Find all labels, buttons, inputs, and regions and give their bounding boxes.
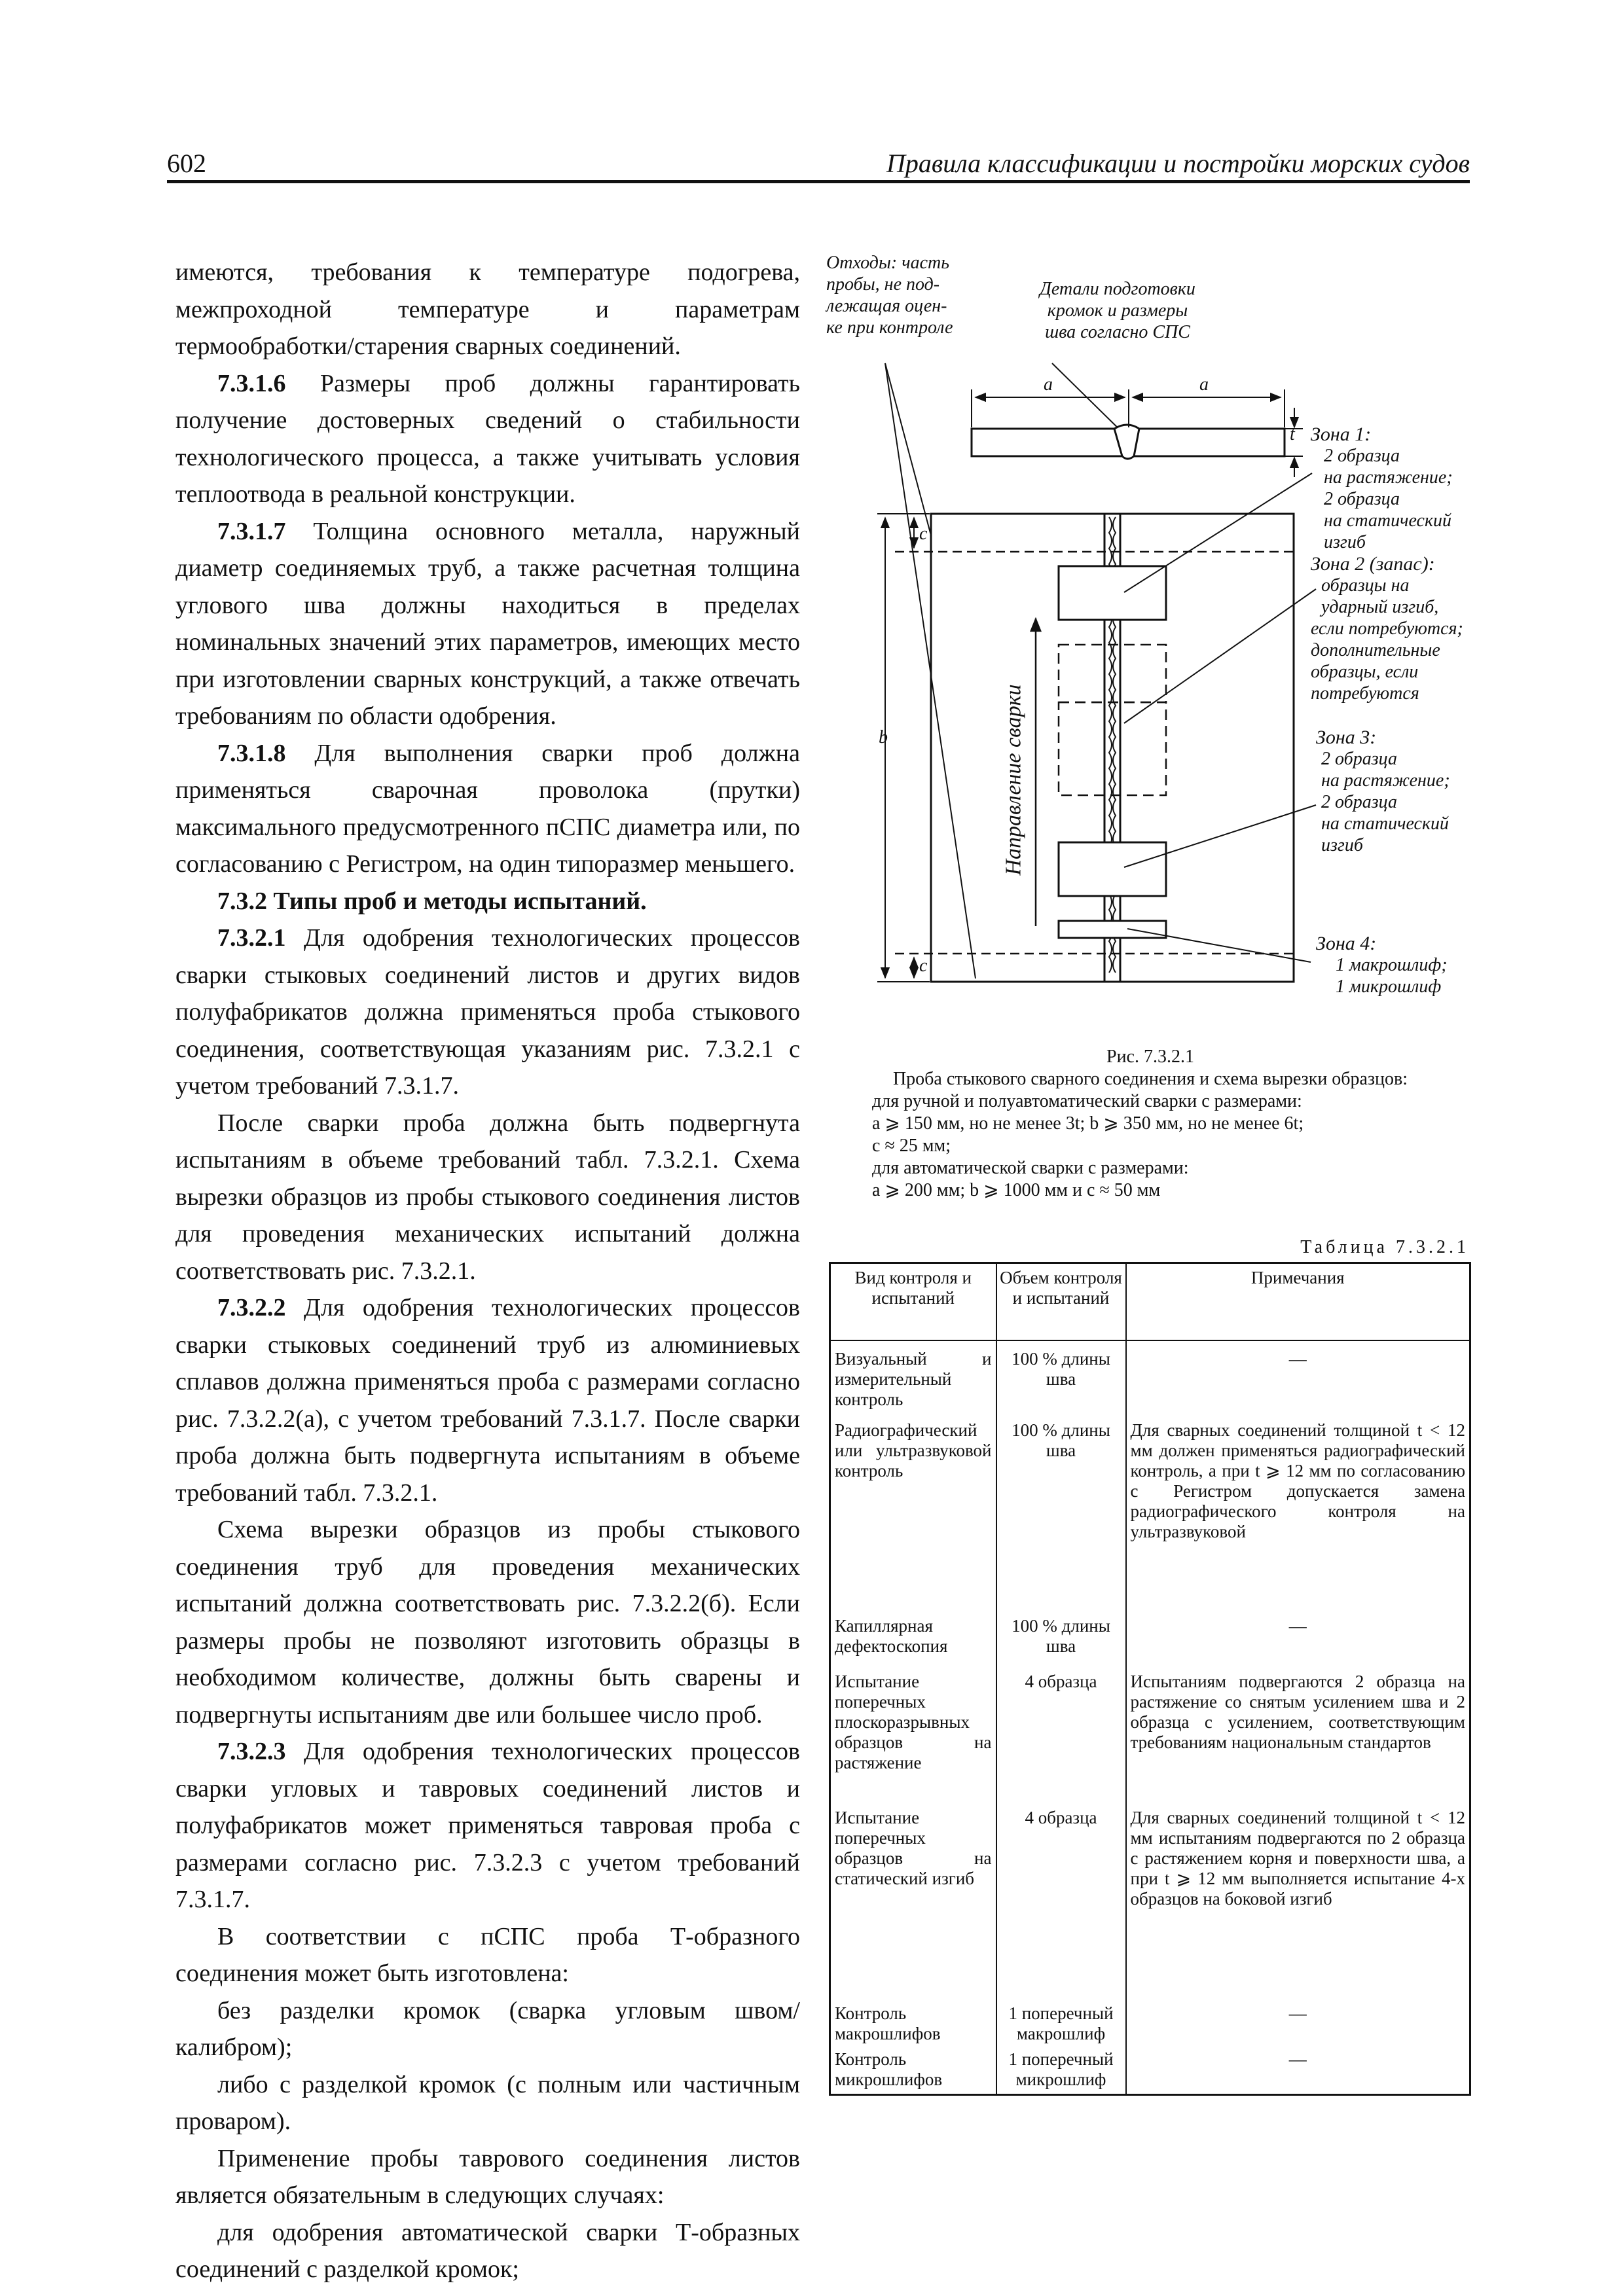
- table-row: Испытание поперечных плоскоразрывных образцов на растяжение 4 образца Испытаниям подвергаются 2 образца на растяжение со снятым усилением шва и 2 образца с усилением, соответствующим требованиям национальным стандартов: [830, 1670, 1470, 1806]
- clause-number: 7.3.2.3: [217, 1738, 286, 1765]
- dimension-b: b: [879, 727, 888, 747]
- dimension-a-left: a: [1044, 374, 1053, 395]
- column-header: Объем контроля и испытаний: [996, 1263, 1126, 1340]
- dimension-t: t: [1290, 424, 1295, 444]
- caption-line: для ручной и полуавтоматический сварки с размерами:: [872, 1091, 1302, 1111]
- body-text-column: [175, 254, 800, 2288]
- clause-number: 7.3.1.7: [217, 517, 286, 545]
- figure-number: Рис. 7.3.2.1: [1106, 1047, 1194, 1067]
- inspection-table: [829, 1262, 1471, 2096]
- clause-number: 7.3.1.8: [217, 739, 286, 767]
- column-header: Примечания: [1126, 1263, 1470, 1340]
- paragraph: без разделки кромок (сварка угловым швом/калибром);: [175, 1996, 800, 2061]
- paragraph: 7.3.2.2 Для одобрения технологических процессов сварки стыковых соединений труб из алюминиевых сплавов должна применяться проба с размерами согласно рис. 7.3.2.2(а), с учетом требований 7.3.1.7. После сварки проба должна быть подвергнута испытаниям в объеме требований табл. 7.3.2.1.: [175, 1294, 800, 1507]
- paragraph: После сварки проба должна быть подвергнута испытаниям в объеме требований табл. 7.3.2.1. Схема вырезки образцов из пробы стыкового соединения листов для проведения механических испытаний должна соответствовать рис. 7.3.2.1.: [175, 1109, 800, 1285]
- header-rule: [167, 180, 1470, 183]
- paragraph: для одобрения автоматической сварки Т-образных соединений с разделкой кромок;: [175, 2218, 800, 2283]
- zone-3-label: Зона 3: 2 образца на растяжение; 2 образца на статический изгиб: [1316, 726, 1450, 855]
- paragraph: В соответствии с пСПС проба Т-образного соединения может быть изготовлена:: [175, 1922, 800, 1987]
- page-header: [167, 145, 1470, 182]
- clause-number: 7.3.2.1: [217, 924, 286, 952]
- caption-title: Проба стыкового сварного соединения и схема вырезки образцов:: [892, 1069, 1408, 1089]
- table-row: Контроль микрошлифов 1 поперечный микрошлиф —: [830, 2048, 1470, 2095]
- table-row: Капиллярная дефектоскопия 100 % длины шва —: [830, 1615, 1470, 1670]
- paragraph: Применение пробы таврового соединения листов является обязательным в следующих случаях:: [175, 2144, 800, 2209]
- paragraph: имеются, требования к температуре подогрева, межпроходной температуре и параметрам термообработки/старения сварных соединений.: [175, 259, 800, 360]
- zone-1-label: Зона 1: 2 образца на растяжение; 2 образца на статический изгиб: [1311, 423, 1453, 552]
- caption-line: a ⩾ 200 мм; b ⩾ 1000 мм и c ≈ 50 мм: [872, 1180, 1161, 1200]
- clause-number: 7.3.1.6: [217, 369, 286, 397]
- edge-details-label: Детали подготовки кромок и размеры шва согласно СПС: [1040, 279, 1195, 342]
- table-row: Визуальный и измерительный контроль 100 % длины шва —: [830, 1340, 1470, 1420]
- figure-weld-specimen: [826, 252, 1474, 1031]
- paragraph: либо с разделкой кромок (с полным или частичным проваром).: [175, 2070, 800, 2135]
- column-header: Вид контроля и испытаний: [830, 1263, 996, 1340]
- cross-section: [972, 425, 1285, 459]
- test-plate: [895, 514, 1294, 982]
- weld-direction-label: Направление сварки: [1001, 684, 1026, 876]
- waste-label: Отходы: часть пробы, не под- лежащая оцен- ке при контроле: [826, 253, 953, 338]
- section-heading: 7.3.2 Типы проб и методы испытаний.: [217, 887, 647, 915]
- caption-line: a ⩾ 150 мм, но не менее 3t; b ⩾ 350 мм, но не менее 6t;: [872, 1113, 1304, 1134]
- caption-line: c ≈ 25 мм;: [872, 1136, 951, 1156]
- paragraph: 7.3.2.1 Для одобрения технологических процессов сварки стыковых соединений листов и других видов полуфабрикатов должна применяться проба стыкового соединения, соответствующая указаниям рис. 7.3.2.1 с учетом требований 7.3.1.7.: [175, 924, 800, 1100]
- dimension-c-bottom: c: [919, 956, 928, 976]
- paragraph: 7.3.2.3 Для одобрения технологических процессов сварки угловых и тавровых соединений листов и полуфабрикатов может применяться тавровая проба с размерами согласно рис. 7.3.2.3 с учетом требований 7.3.1.7.: [175, 1738, 800, 1913]
- clause-number: 7.3.2.2: [217, 1294, 286, 1321]
- table-row: Контроль макрошлифов 1 поперечный макрошлиф —: [830, 2002, 1470, 2048]
- dimension-a-right: a: [1199, 374, 1209, 395]
- zone-2-label: Зона 2 (запас): образцы на ударный изгиб, если потребуются; дополнительные образцы, если потребуются: [1311, 553, 1463, 704]
- figure-caption: [826, 1046, 1474, 1202]
- paragraph: 7.3.1.8 Для выполнения сварки проб должна применяться сварочная проволока (прутки) максимального предусмотренного пСПС диаметра или, по согласованию с Регистром, на один типоразмер меньшего.: [175, 739, 800, 878]
- caption-line: для автоматической сварки с размерами:: [872, 1158, 1189, 1178]
- table-row: Испытание поперечных образцов на статический изгиб 4 образца Для сварных соединений толщиной t < 12 мм испытаниям подвергаются по 2 образца с растяжением корня и поверхности шва, а при t ⩾ 12 мм выполняется испытание 4-х образцов на боковой изгиб: [830, 1806, 1470, 2002]
- paragraph: 7.3.1.7 Толщина основного металла, наружный диаметр соединяемых труб, а также расчетная толщина углового шва должны находиться в пределах номинальных значений этих параметров, имеющих место при изготовлении сварных конструкций, а также отвечать требованиям по области одобрения.: [175, 517, 800, 730]
- paragraph: 7.3.1.6 Размеры проб должны гарантировать получение достоверных сведений о стабильности технологического процесса, а также учитывать условия теплоотвода в реальной конструкции.: [175, 369, 800, 508]
- page-number: 602: [167, 149, 206, 178]
- table-label: Таблица 7.3.2.1: [1300, 1237, 1469, 1257]
- table-row: Радиографический или ультразвуковой контроль 100 % длины шва Для сварных соединений толщиной t < 12 мм должен применяться радиографический контроль, а при t ⩾ 12 мм по согласованию с Регистром допускается замена радиографического контроля на ультразвуковой: [830, 1419, 1470, 1615]
- running-title: Правила классификации и постройки морских судов: [886, 149, 1470, 178]
- paragraph: Схема вырезки образцов из пробы стыкового соединения труб для проведения механических испытаний должна соответствовать рис. 7.3.2.2(б). Если размеры пробы не позволяют изготовить образцы в необходимом количестве, должны быть сварены и подвергнуты испытаниям две или большее число проб.: [175, 1516, 800, 1729]
- dimension-c-top: c: [919, 524, 928, 544]
- zone-4-label: Зона 4: 1 макрошлиф; 1 микрошлиф: [1316, 933, 1448, 997]
